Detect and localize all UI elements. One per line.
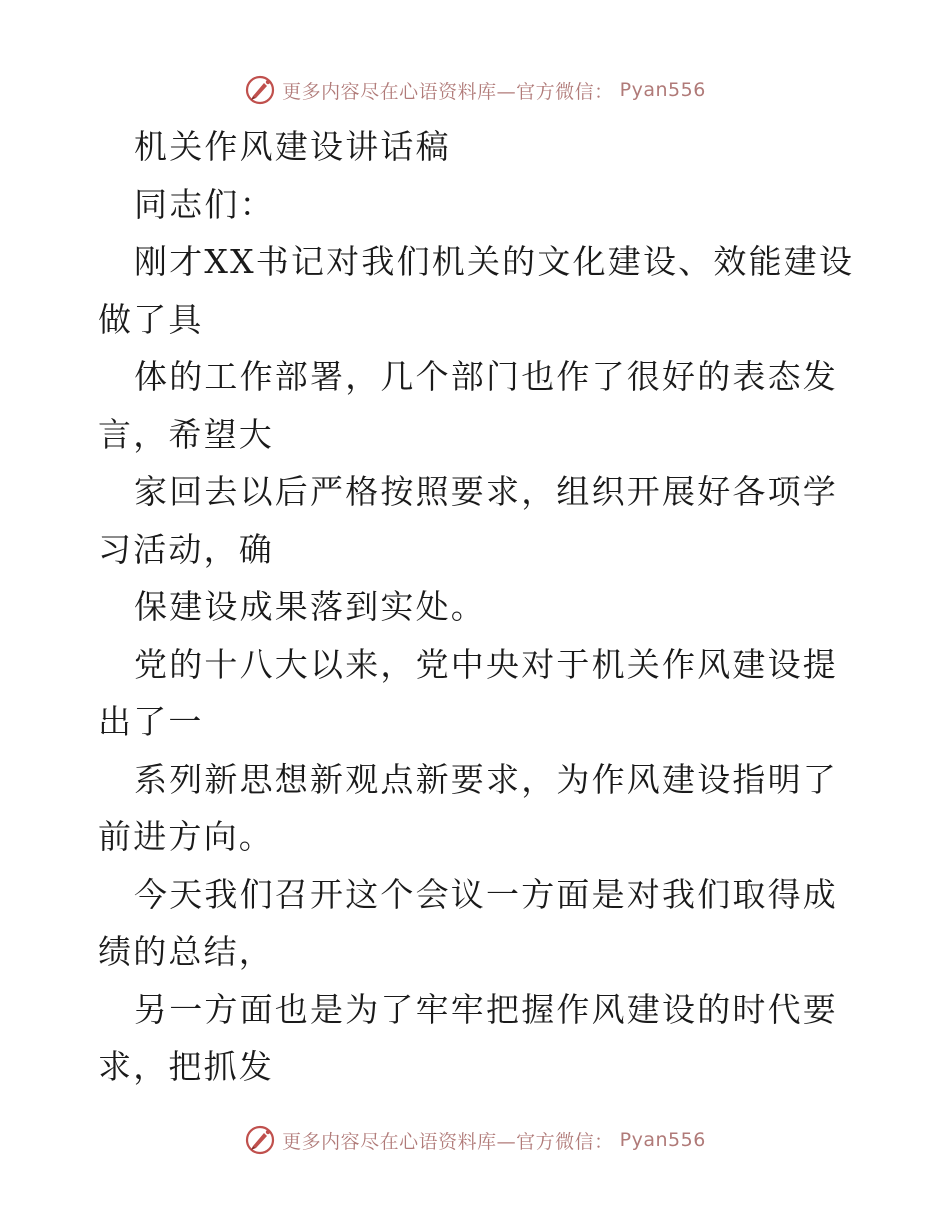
paragraph: 另一方面也是为了牢牢把握作风建设的时代要求，把抓发 <box>98 989 838 1086</box>
paragraph: 党的十八大以来，党中央对于机关作风建设提出了一 <box>98 644 838 741</box>
watermark-wechat-id: Pyan556 <box>619 79 706 101</box>
paragraph: 家回去以后严格按照要求，组织开展好各项学习活动，确 <box>98 472 838 569</box>
paragraph: 保建设成果落到实处。 <box>134 587 486 626</box>
document-title: 机关作风建设讲话稿 <box>134 127 451 166</box>
paragraph: 体的工作部署，几个部门也作了很好的表态发言，希望大 <box>98 357 838 454</box>
footer-watermark <box>0 1120 950 1160</box>
paragraph: 刚才XX书记对我们机关的文化建设、效能建设做了具 <box>98 242 855 339</box>
paragraph: 同志们： <box>134 184 275 224</box>
quill-pen-icon <box>244 74 276 106</box>
paragraph: 今天我们召开这个会议一方面是对我们取得成绩的总结， <box>98 874 838 971</box>
watermark-text: 更多内容尽在心语资料库—官方微信： <box>282 1130 614 1153</box>
paragraph: 系列新思想新观点新要求，为作风建设指明了前进方向。 <box>98 759 838 856</box>
header-watermark <box>0 70 950 110</box>
quill-pen-icon <box>244 1124 276 1156</box>
watermark-text: 更多内容尽在心语资料库—官方微信： <box>282 80 614 103</box>
document-body <box>98 118 858 1096</box>
watermark-wechat-id: Pyan556 <box>619 1129 706 1151</box>
